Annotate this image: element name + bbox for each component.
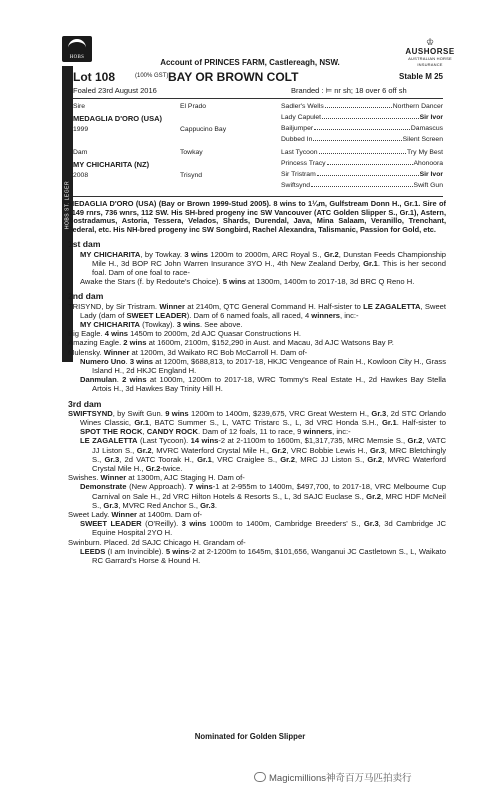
- divider-bottom: [73, 196, 443, 197]
- crown-icon: ♔: [425, 37, 435, 47]
- second-dam-line: Big Eagle. 4 wins 1450m to 2000m, 2d AJC Quasar Constructions H.: [68, 329, 302, 339]
- sire-year: 1999: [73, 126, 89, 133]
- pedigree-line: Lady Capulet Sir Ivor: [281, 114, 443, 121]
- pedigree-line: Sir Tristram Sir Ivor: [281, 171, 443, 178]
- third-dam-line: LE ZAGALETTA (Last Tycoon). 14 wins-2 at 2-1100m to 1600m, $1,317,735, MRC Memsie S., Gr.2, VATC JJ Liston S., Gr.2, MVRC Waterford Crystal Mile H., Gr.2, VRC Bobbie Lewis H., Gr.3, MRC Bletchingly S., Gr.3, 2d VATC Toorak H., Gr.1, VRC Craiglee S., Gr.2, MRC JJ Liston S., Gr.2, MVRC Waterford Crystal Mile H., Gr.2-twice.: [80, 436, 446, 474]
- second-dam-line: Mulensky. Winner at 1200m, 3d Waikato RC Bob McCarroll H. Dam of-: [68, 347, 308, 357]
- stable-number: Stable M 25: [398, 72, 443, 81]
- side-bar-text: HOBS ST. LEGER: [64, 180, 71, 230]
- watermark: [254, 770, 412, 784]
- dam-name: MY CHICHARITA (NZ): [73, 160, 150, 169]
- first-dam-line: Awake the Stars (f. by Redoute's Choice). 5 wins at 1300m, 1400m to 2017-18, 3d BRC Q Reno H.: [80, 277, 415, 287]
- dam-year: 2008: [73, 172, 89, 179]
- sire-label: Sire: [73, 103, 86, 110]
- second-dam-line: MY CHICHARITA (Towkay). 3 wins. See above.: [80, 320, 243, 329]
- sire-dam: Cappucino Bay: [180, 126, 227, 133]
- pedigree-line: Sadler's Wells Northern Dancer: [281, 103, 443, 110]
- third-dam-line: Swinburn. Placed. 2d SAJC Chicago H. Grandam of-: [68, 537, 246, 547]
- pedigree-line: Bailjumper Damascus: [281, 125, 443, 132]
- second-dam-line: Amazing Eagle. 2 wins at 1600m, 2100m, $152,290 in Aust. and Macau, 3d AJC Watsons Bay P.: [68, 338, 394, 348]
- third-dam-line: SWEET LEADER (O'Reilly). 3 wins 1000m to 1400m, Cambridge Breeders' S., Gr.3, 3d Cambridge JC Equine Hospital 2YO H.: [80, 519, 446, 538]
- sire-intro: MEDAGLIA D'ORO (USA) (Bay or Brown 1999-Stud 2005). 8 wins to 1¼m, Gulfstream Donn H., Gr.1. Sire of 1149 rnrs, 736 wnrs, 112 SW. His SH-bred progeny inc SW Vancouver (ATC Golden Slipper S., Gr.1), Astern, Nostradamus, Astoria, Tessera, Velados, Shards, Durendal, Java, Mina Salaam, Veranillo, Trenchant, Federal, etc. His NH-bred progeny inc SW Songbird, Rachel Alexandra, Talismanic, Passion for Gold, etc.: [68, 199, 446, 234]
- brand-marks: Branded : ⊨ nr sh; 18 over 6 off sh: [291, 86, 407, 95]
- lot-gst: (100% GST): [135, 73, 169, 79]
- nomination-note: Nominated for Golden Slipper: [194, 732, 306, 741]
- second-dam-line: Numero Uno. 3 wins at 1200m, $688,813, to 2017-18, HKJC Vengeance of Rain H., Kowloon City H., Grass Island H., 2d HKJC England H.: [80, 356, 447, 376]
- dam-label: Dam: [73, 149, 88, 156]
- pedigree-line: Dubbed In Silent Screen: [281, 136, 443, 143]
- lot-description: BAY OR BROWN COLT: [168, 70, 299, 84]
- pedigree-table: [73, 103, 443, 195]
- third-dam-line: Swishes. Winner at 1300m, AJC Staging H. Dam of-: [68, 473, 245, 483]
- divider-top: [73, 98, 443, 99]
- watermark-text: Magicmillions神奇百万马匹拍卖行: [269, 773, 412, 784]
- foaled-date: Foaled 23rd August 2016: [73, 86, 157, 95]
- vendor-account: Account of PRINCES FARM, Castlereagh, NSW.: [160, 58, 340, 67]
- hobs-logo-text: HOBS: [69, 55, 85, 60]
- first-dam-heading: 1st dam: [68, 239, 101, 250]
- aushorse-logo-tag: AUSTRALIAN HORSE INSURANCE: [408, 56, 452, 67]
- second-dam-heading: 2nd dam: [68, 291, 104, 302]
- second-dam-line: Danmulan. 2 wins at 1000m, 1200m to 2017-18, WRC Tommy's Real Estate H., 2d Hawkes Bay Stella Artois H., 3d Hawkes Bay Trinity Hill H.: [80, 375, 446, 394]
- lot-number: Lot 108: [73, 70, 116, 84]
- third-dam-heading: 3rd dam: [68, 398, 102, 409]
- second-dam-line: TRISYND, by Sir Tristram. Winner at 2140m, QTC General Command H. Half-sister to LE ZAGALETTA, Sweet Lady (dam of SWEET LEADER). Dam of 6 named foals, all raced, 4 winners, inc:-: [68, 301, 447, 320]
- lot-header: [73, 70, 443, 83]
- pedigree-line: Swiftsynd Swift Gun: [281, 182, 443, 189]
- sire-sire: El Prado: [180, 103, 207, 110]
- aushorse-logo-name: AUSHORSE: [405, 47, 455, 56]
- first-dam-line: MY CHICHARITA, by Towkay. 3 wins 1200m to 2000m, ARC Royal S., Gr.2, Dunstan Feeds Championship Mile H., 3d BOP RC John Warren Insurance 3YO H., 4th New Zealand Derby, Gr.1. This is her second foal. Dam of one foal to race-: [80, 249, 447, 277]
- pedigree-line: Princess Tracy Ahonoora: [281, 160, 443, 167]
- third-dam-line: Sweet Lady. Winner at 1400m. Dam of-: [68, 510, 203, 520]
- third-dam-line: SWIFTSYND, by Swift Gun. 9 wins 1200m to 1400m, $239,675, VRC Great Western H., Gr.3, 2d STC Orlando Wines Classic, Gr.1, BATC Summer S., L, VATC Tristarc S., L, 3d VRC Honda S.H., Gr.1. Half-sister to SPOT THE ROCK, CANDY ROCK. Dam of 12 foals, 11 to race, 9 winners, inc:-: [68, 408, 447, 437]
- sire-name: MEDAGLIA D'ORO (USA): [73, 114, 163, 123]
- pedigree-line: Last Tycoon Try My Best: [281, 149, 443, 156]
- dam-sire: Towkay: [180, 149, 203, 156]
- horse-icon: [68, 39, 86, 48]
- wechat-icon: [254, 772, 266, 782]
- dam-dam: Trisynd: [180, 172, 203, 179]
- third-dam-line: LEEDS (I am Invincible). 5 wins-2 at 2-1200m to 1645m, $101,656, Wanganui JC Castletown S., L, Waikato RC Garrard's Horse & Hound H.: [80, 546, 446, 566]
- pedigree-body: [68, 200, 446, 565]
- third-dam-line: Demonstrate (New Approach). 7 wins-1 at 2-955m to 1400m, $497,700, to 2017-18, VRC Melbourne Cup Carnival on Sale H., 2d VRC Hilton Hotels & Resorts S., L, 3d SAJC Euclase S., Gr.2, MRC HDF McNeil S., Gr.3, MVRC Red Anchor S., Gr.3.: [80, 482, 446, 510]
